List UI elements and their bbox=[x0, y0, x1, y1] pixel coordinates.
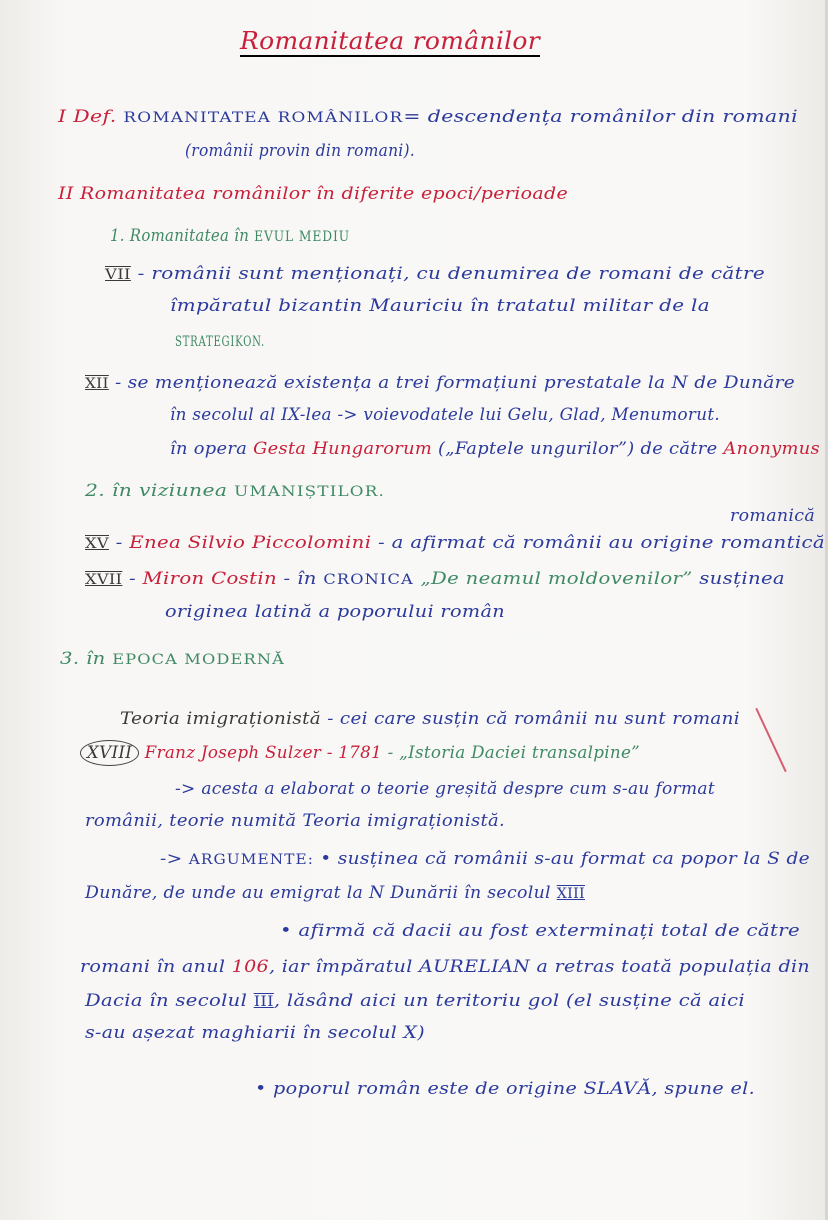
note-text: 3. în bbox=[60, 649, 113, 669]
note-text: • afirmă că dacii au fost exterminați total de către bbox=[280, 921, 800, 941]
note-line bbox=[170, 404, 720, 426]
century-marker: XII bbox=[85, 376, 109, 392]
note-text: - în bbox=[276, 569, 324, 589]
note-line bbox=[170, 295, 710, 317]
note-text: = descendența românilor din romani bbox=[403, 107, 798, 127]
note-line bbox=[85, 568, 785, 591]
note-line bbox=[85, 1022, 425, 1044]
note-text: - a afirmat că românii au origine romantică bbox=[371, 533, 825, 553]
note-text: 1. Romanitatea în bbox=[110, 226, 255, 246]
note-line bbox=[255, 1078, 755, 1100]
note-text: românii, teorie numită Teoria imigraționistă. bbox=[85, 811, 505, 831]
note-text: - românii sunt menționați, cu denumirea de romani de către bbox=[130, 264, 765, 284]
note-line bbox=[110, 225, 350, 248]
note-line bbox=[85, 372, 795, 395]
note-text: ARGUMENTE: bbox=[188, 852, 315, 868]
note-text: , iar împăratul AURELIAN a retras toată populația din bbox=[268, 957, 810, 977]
margin-mark bbox=[755, 708, 786, 772]
note-text: împăratul bizantin Mauriciu în tratatul militar de la bbox=[170, 296, 710, 316]
note-text: Anonymus bbox=[723, 439, 820, 459]
note-line bbox=[60, 648, 285, 671]
note-text: EPOCA MODERNĂ bbox=[112, 652, 285, 668]
note-text: s-au așezat maghiarii în secolul X) bbox=[85, 1023, 425, 1043]
century-marker: XV bbox=[85, 536, 109, 552]
note-line bbox=[165, 601, 505, 623]
note-text: originea latină a poporului român bbox=[165, 602, 505, 622]
note-line bbox=[160, 848, 810, 871]
note-text: Enea Silvio Piccolomini bbox=[129, 533, 372, 553]
note-text: 2. în viziunea bbox=[85, 481, 235, 501]
note-line bbox=[80, 742, 640, 764]
note-line bbox=[85, 532, 825, 555]
note-line bbox=[185, 140, 415, 162]
note-line bbox=[58, 183, 568, 205]
note-text: Def. bbox=[73, 107, 124, 127]
note-text: , lăsând aici un teritoriu gol (el susține că aici bbox=[273, 991, 745, 1011]
note-text: Romanitatea românilor bbox=[240, 27, 540, 55]
note-text: în secolul al IX-lea -> voievodatele lui Gelu, Glad, Menumorut. bbox=[170, 405, 720, 425]
note-text: romanică bbox=[730, 506, 815, 526]
note-line bbox=[85, 990, 745, 1013]
century-marker: VII bbox=[105, 267, 131, 283]
note-text: („Faptele ungurilor”) de către bbox=[432, 439, 724, 459]
note-text: - „Istoria Daciei transalpine” bbox=[381, 743, 640, 763]
note-text: - bbox=[108, 533, 130, 553]
note-text: în opera bbox=[170, 439, 254, 459]
note-text: ROMANITATEA ROMÂNILOR bbox=[123, 110, 404, 126]
note-text: „De neamul moldovenilor” bbox=[413, 569, 700, 589]
note-text: Franz Joseph Sulzer - 1781 bbox=[139, 743, 382, 763]
note-text: romani în anul bbox=[80, 957, 232, 977]
note-line bbox=[58, 106, 798, 129]
note-text: EVUL MEDIU bbox=[254, 229, 350, 245]
note-line bbox=[120, 708, 740, 730]
note-text: -> bbox=[160, 849, 189, 869]
note-line bbox=[85, 882, 585, 905]
note-line bbox=[175, 778, 715, 800]
note-text: Gesta Hungarorum bbox=[253, 439, 433, 459]
note-text: 106 bbox=[231, 957, 269, 977]
note-text: • susținea că românii s-au format ca popor la S de bbox=[314, 849, 810, 869]
note-line bbox=[175, 330, 265, 353]
note-text: - se menționează existența a trei formațiuni prestatale la N de Dunăre bbox=[108, 373, 795, 393]
note-text: UMANIȘTILOR. bbox=[234, 484, 385, 500]
note-text: Miron Costin bbox=[142, 569, 277, 589]
century-marker: XVII bbox=[85, 572, 123, 588]
century-marker: III bbox=[253, 994, 274, 1010]
note-text: susținea bbox=[699, 569, 785, 589]
note-text: - cei care susțin că românii nu sunt romani bbox=[321, 709, 740, 729]
note-text: II Romanitatea românilor în diferite epoci/perioade bbox=[58, 184, 568, 204]
note-line bbox=[730, 505, 815, 527]
note-text: • poporul român este de origine SLAVĂ, spune el. bbox=[255, 1079, 755, 1099]
note-text: Dacia în secolul bbox=[85, 991, 254, 1011]
page-title bbox=[240, 27, 540, 55]
note-text: (românii provin din romani). bbox=[185, 141, 415, 161]
note-text: - bbox=[122, 569, 143, 589]
note-line bbox=[170, 438, 820, 460]
note-text: Teoria imigraționistă bbox=[120, 709, 322, 729]
century-marker: XVIII bbox=[80, 740, 139, 766]
note-text: CRONICA bbox=[323, 572, 414, 588]
note-line bbox=[85, 480, 385, 503]
note-line bbox=[105, 263, 765, 286]
note-text: -> acesta a elaborat o teorie greșită despre cum s-au format bbox=[175, 779, 715, 799]
note-line bbox=[85, 810, 505, 832]
note-text: Dunăre, de unde au emigrat la N Dunării în secolul bbox=[85, 883, 557, 903]
note-text: I bbox=[58, 107, 74, 127]
note-line bbox=[280, 920, 800, 942]
note-text: STRATEGIKON. bbox=[175, 334, 265, 350]
note-line bbox=[80, 956, 810, 978]
century-marker: XIII bbox=[556, 886, 585, 902]
